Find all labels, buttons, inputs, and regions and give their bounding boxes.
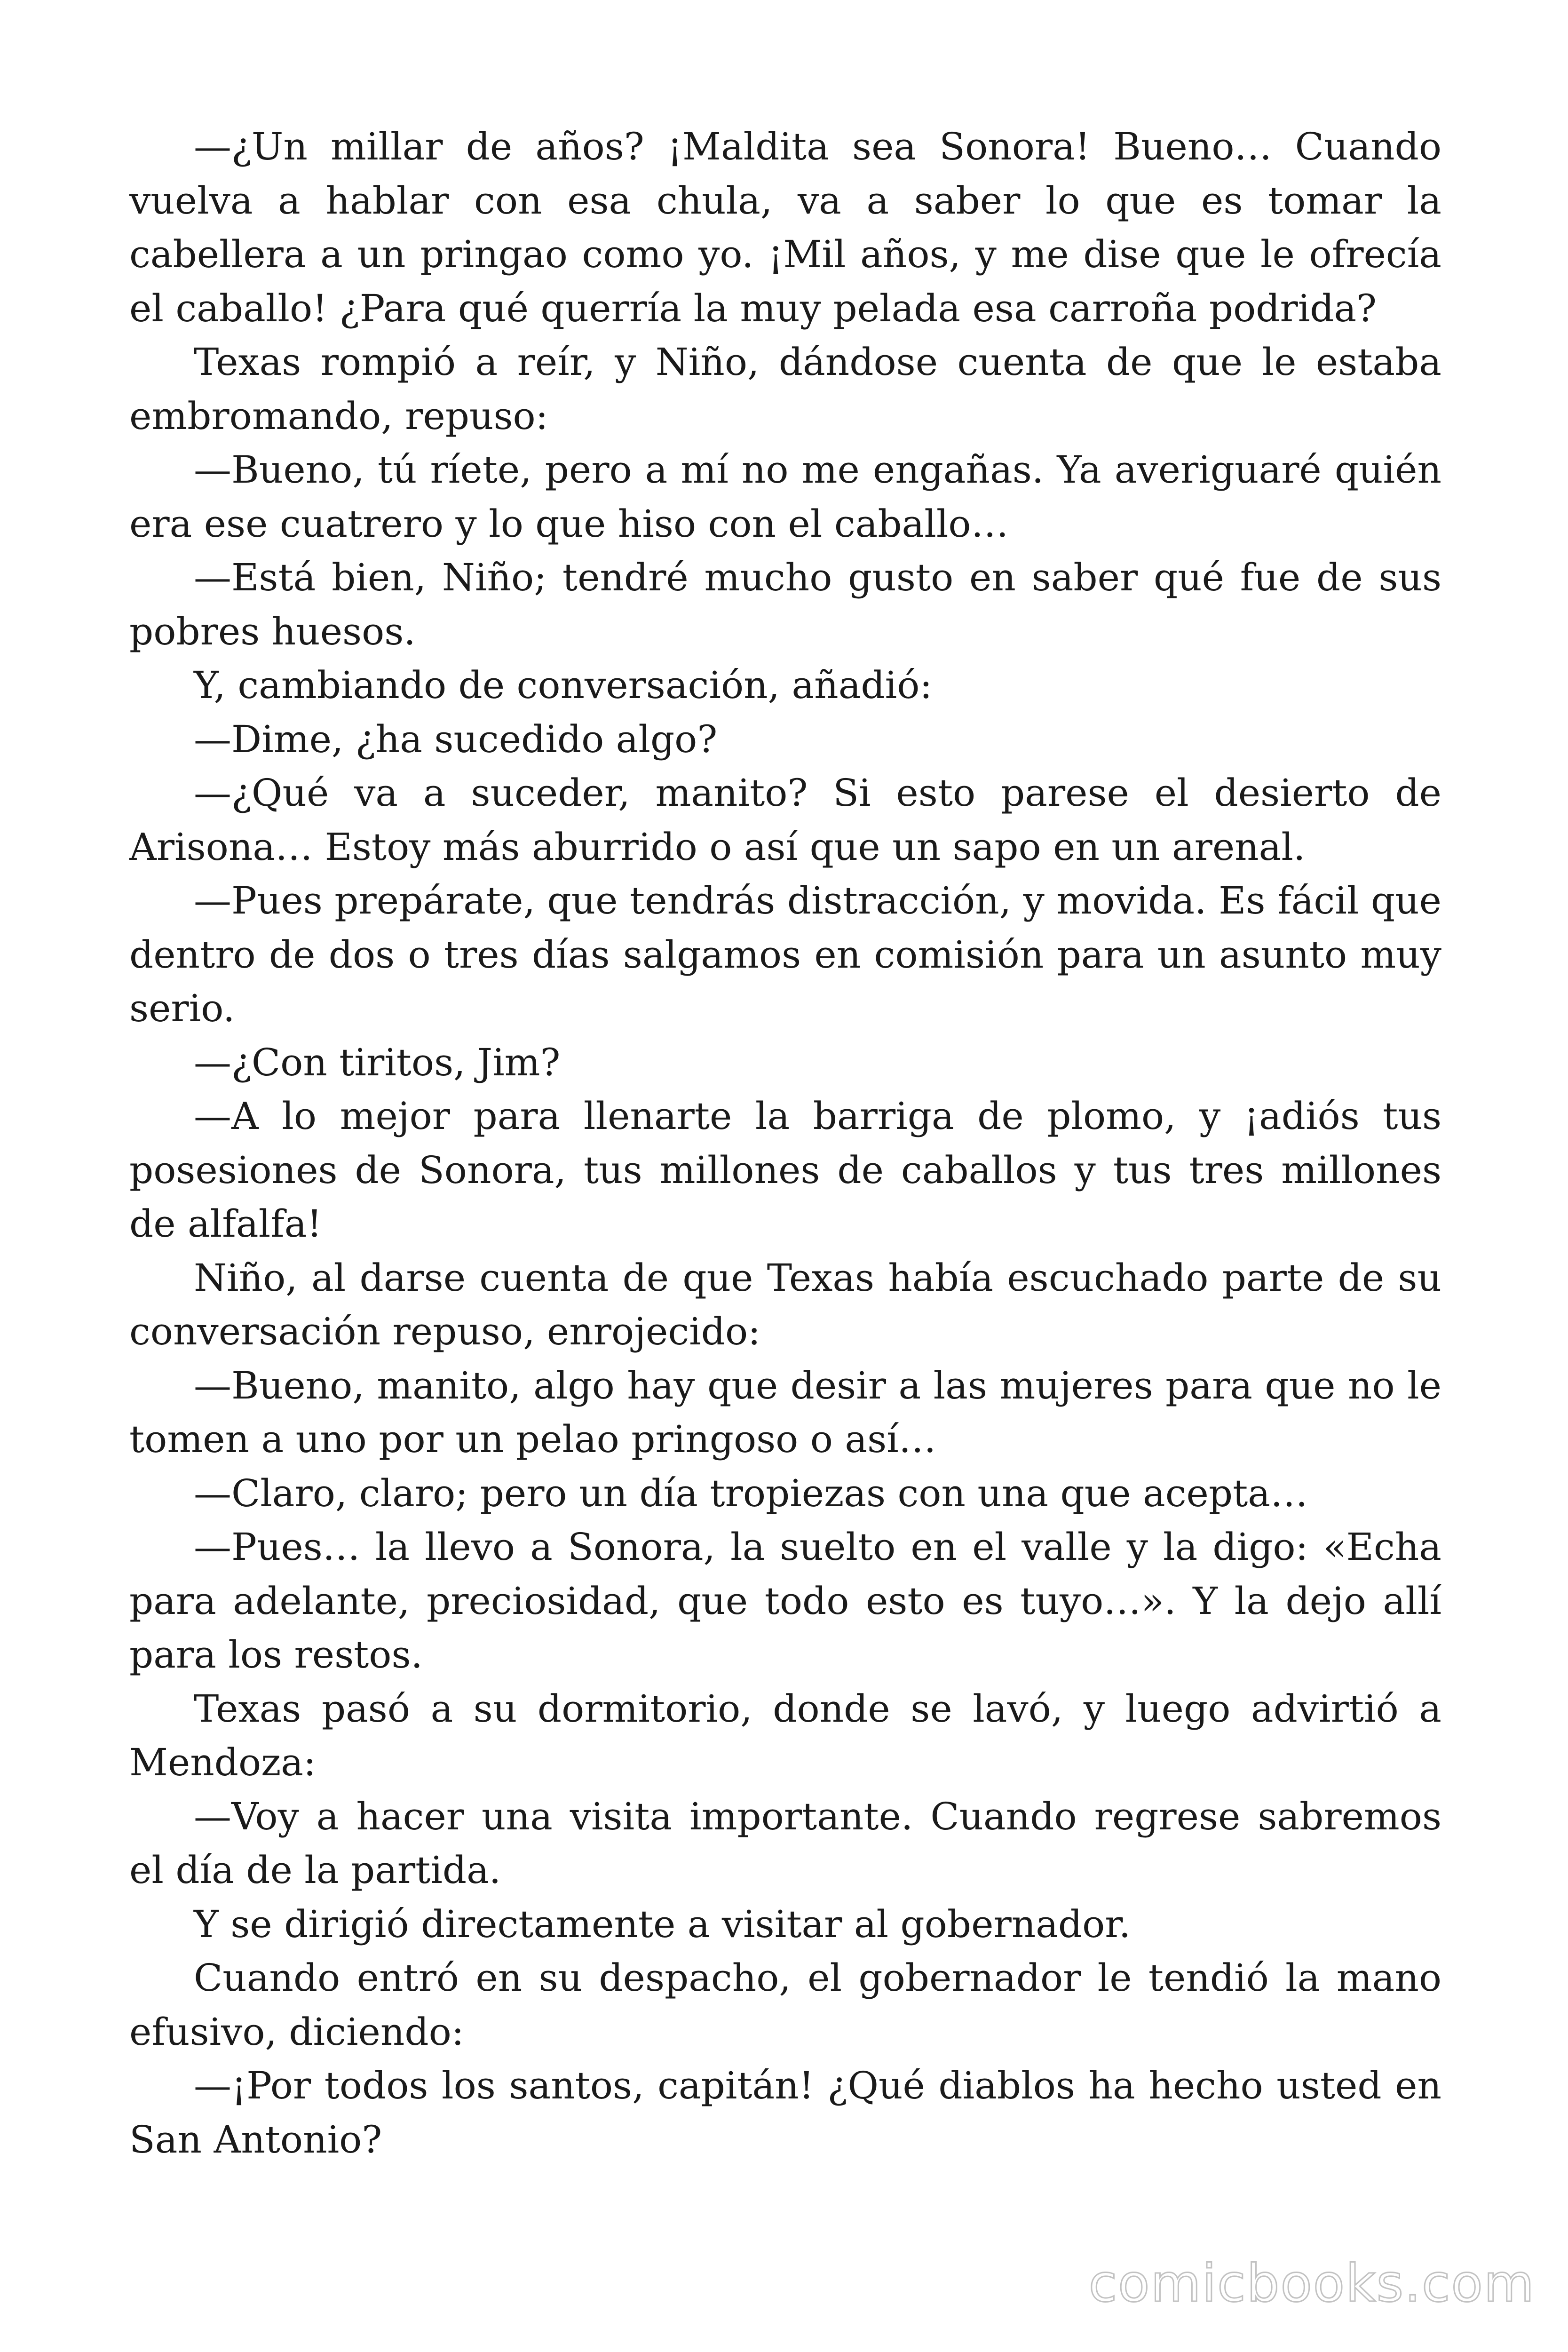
paragraph: —¿Qué va a suceder, manito? Si esto parese el desierto de Arisona… Estoy más aburrido o así que un sapo en un arenal.	[129, 771, 1441, 869]
paragraph: —¡Por todos los santos, capitán! ¿Qué diablos ha hecho usted en San Antonio?	[129, 2064, 1441, 2161]
paragraph: Niño, al darse cuenta de que Texas había escuchado parte de su conversación repuso, enrojecido:	[129, 1255, 1441, 1353]
watermark: comicbooks.com	[1088, 2253, 1535, 2313]
paragraph: —Bueno, tú ríete, pero a mí no me engañas. Ya averiguaré quién era ese cuatrero y lo que hiso con el caballo…	[129, 448, 1441, 546]
paragraph: —A lo mejor para llenarte la barriga de plomo, y ¡adiós tus posesiones de Sonora, tus millones de caballos y tus tres millones de alfalfa!	[129, 1094, 1441, 1246]
paragraph: Texas pasó a su dormitorio, donde se lavó, y luego advirtió a Mendoza:	[129, 1686, 1441, 1784]
paragraph: —Dime, ¿ha sucedido algo?	[194, 717, 718, 761]
paragraph: Cuando entró en su despacho, el gobernador le tendió la mano efusivo, diciendo:	[129, 1956, 1441, 2054]
paragraph: —Voy a hacer una visita importante. Cuando regrese sabremos el día de la partida.	[129, 1794, 1441, 1892]
paragraph: —¿Con tiritos, Jim?	[194, 1040, 561, 1084]
paragraph: —Claro, claro; pero un día tropiezas con una que acepta…	[194, 1471, 1308, 1515]
paragraph: —Está bien, Niño; tendré mucho gusto en saber qué fue de sus pobres huesos.	[129, 556, 1441, 653]
paragraph: Y se dirigió directamente a visitar al gobernador.	[194, 1902, 1131, 1946]
paragraph: Texas rompió a reír, y Niño, dándose cuenta de que le estaba embromando, repuso:	[129, 340, 1441, 438]
paragraph: —Pues prepárate, que tendrás distracción, y movida. Es fácil que dentro de dos o tres días salgamos en comisión para un asunto muy serio.	[129, 879, 1441, 1030]
paragraph: Y, cambiando de conversación, añadió:	[194, 663, 933, 707]
paragraph: —¿Un millar de años? ¡Maldita sea Sonora! Bueno… Cuando vuelva a hablar con esa chula, va a saber lo que es tomar la cabellera a un pringao como yo. ¡Mil años, y me dise que le ofrecía el caballo! ¿Para qué querría la muy pelada esa carroña podrida?	[129, 125, 1441, 330]
page-text	[129, 120, 1441, 2167]
paragraph: —Bueno, manito, algo hay que desir a las mujeres para que no le tomen a uno por un pelao pringoso o así…	[129, 1363, 1441, 1461]
paragraph: —Pues… la llevo a Sonora, la suelto en el valle y la digo: «Echa para adelante, preciosidad, que todo esto es tuyo…». Y la dejo allí para los restos.	[129, 1525, 1441, 1677]
